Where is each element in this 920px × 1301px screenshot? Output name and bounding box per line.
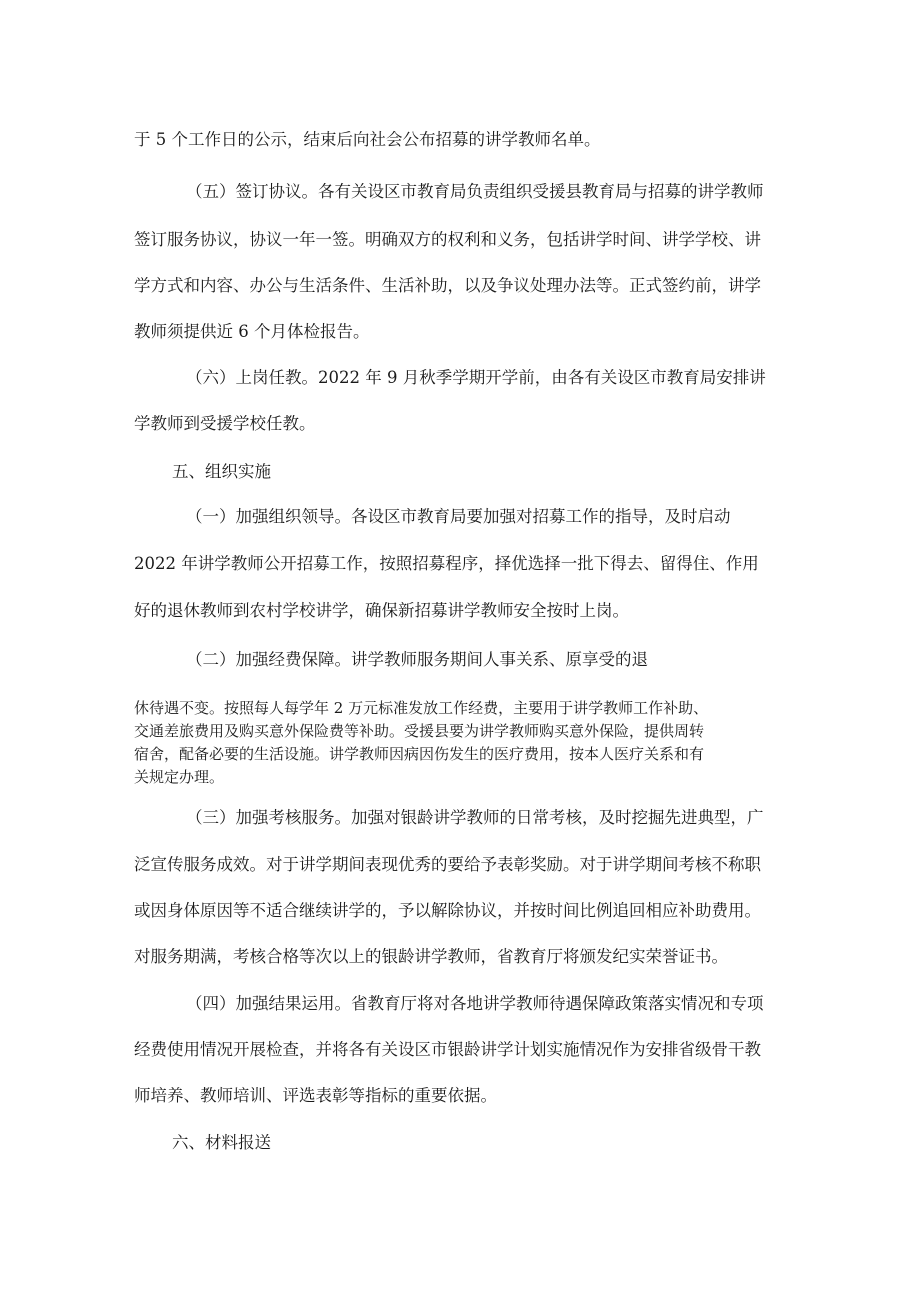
text-line: （一）加强组织领导。各设区市教育局要加强对招募工作的指导，及时启动 xyxy=(186,507,731,526)
text-line: 对服务期满，考核合格等次以上的银龄讲学教师，省教育厅将颁发纪实荣誉证书。 xyxy=(134,947,728,966)
section-heading: 六、材料报送 xyxy=(172,1133,271,1152)
text-line: 宿舍，配备必要的生活设施。讲学教师因病因伤发生的医疗费用，按本人医疗关系和有 xyxy=(134,745,705,763)
text-line: 签订服务协议，协议一年一签。明确双方的权利和义务，包括讲学时间、讲学学校、讲 xyxy=(134,230,761,249)
text-line: 学方式和内容、办公与生活条件、生活补助，以及争议处理办法等。正式签约前，讲学 xyxy=(134,276,761,295)
text-line: 休待遇不变。按照每人每学年 2 万元标准发放工作经费，主要用于讲学教师工作补助、 xyxy=(134,699,709,717)
text-line: 好的退休教师到农村学校讲学，确保新招募讲学教师安全按时上岗。 xyxy=(134,601,629,620)
text-line: （三）加强考核服务。加强对银龄讲学教师的日常考核，及时挖掘先进典型，广 xyxy=(186,808,764,827)
text-line: 关规定办理。 xyxy=(134,768,225,786)
text-line: （二）加强经费保障。讲学教师服务期间人事关系、原享受的退 xyxy=(186,650,648,669)
text-line: （四）加强结果运用。省教育厅将对各地讲学教师待遇保障政策落实情况和专项 xyxy=(186,994,764,1013)
text-line: 泛宣传服务成效。对于讲学期间表现优秀的要给予表彰奖励。对于讲学期间考核不称职 xyxy=(134,855,761,874)
text-line: 师培养、教师培训、评选表彰等指标的重要依据。 xyxy=(134,1086,497,1105)
text-line: 学教师到受援学校任教。 xyxy=(134,414,316,433)
text-line: （六）上岗任教。2022 年 9 月秋季学期开学前，由各有关设区市教育局安排讲 xyxy=(186,368,766,387)
text-line: （五）签订协议。各有关设区市教育局负责组织受援县教育局与招募的讲学教师 xyxy=(186,182,764,201)
text-line: 于 5 个工作日的公示，结束后向社会公布招募的讲学教师名单。 xyxy=(134,130,601,149)
section-heading: 五、组织实施 xyxy=(172,462,271,481)
text-line: 交通差旅费用及购买意外保险费等补助。受援县要为讲学教师购买意外保险，提供周转 xyxy=(134,722,705,740)
text-line: 2022 年讲学教师公开招募工作，按照招募程序，择优选择一批下得去、留得住、作用 xyxy=(134,554,759,573)
text-line: 或因身体原因等不适合继续讲学的，予以解除协议，并按时间比例追回相应补助费用。 xyxy=(134,901,761,920)
text-line: 教师须提供近 6 个月体检报告。 xyxy=(134,322,370,341)
text-line: 经费使用情况开展检查，并将各有关设区市银龄讲学计划实施情况作为安排省级骨干教 xyxy=(134,1040,761,1059)
